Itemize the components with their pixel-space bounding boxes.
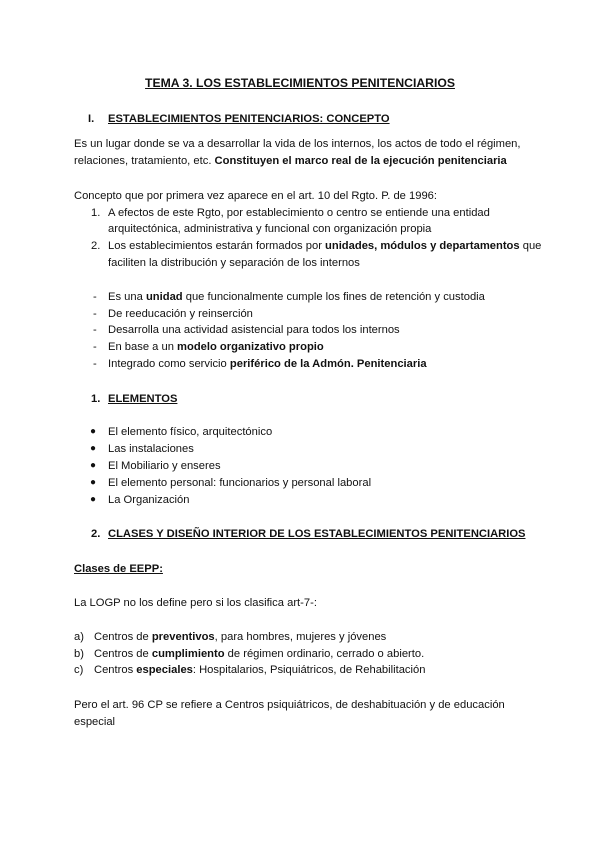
closing-paragraph-line: Pero el art. 96 CP se refiere a Centros psiquiátricos, de deshabituación y de educación xyxy=(74,699,505,711)
bullet-icon: ● xyxy=(90,477,97,488)
section-number: I. xyxy=(88,113,95,125)
bullet-icon: ● xyxy=(90,426,97,437)
bullet-icon: ● xyxy=(90,460,97,471)
bullet-icon: ● xyxy=(90,494,97,505)
numbered-item-1-cont: arquitectónica, administrativa y funcional con organización propia xyxy=(108,223,432,235)
concept-intro: Concepto que por primera vez aparece en el art. 10 del Rgto. P. de 1996: xyxy=(74,190,437,202)
subheading-clases-eepp: Clases de EEPP: xyxy=(74,563,163,575)
page-title: TEMA 3. LOS ESTABLECIMIENTOS PENITENCIARIOS xyxy=(145,76,455,90)
paragraph-line: Es un lugar donde se va a desarrollar la vida de los internos, los actos de todo el régimen, xyxy=(74,138,521,150)
numbered-item-2-cont: faciliten la distribución y separación de los internos xyxy=(108,257,360,269)
closing-paragraph-line: especial xyxy=(74,716,116,728)
bullet-icon: ● xyxy=(90,443,97,454)
classes-intro: La LOGP no los define pero si los clasifica art-7-: xyxy=(74,597,317,609)
document-page: TEMA 3. LOS ESTABLECIMIENTOS PENITENCIARIOS I. ESTABLECIMIENTOS PENITENCIARIOS: CONCEPTO Es un lugar donde se va a desarrollar la vida de los internos, los actos de todo el régimen, relaciones, tratamiento, etc. Constituyen el marco real de la ejecución penitenciaria Concepto que por primera vez aparece en el art. 10 del Rgto. P. de 1996: 1. A efectos de este Rgto, por establecimiento o centro se entiende una entidad arquitectónica, administrativa y funcional con organización propia 2. Los establecimientos estarán formados por unidades, módulos y departamentos que faciliten la distribución y separación de los internos - Es una unidad que funcionalmente cumple los fines de retención y custodia - De reeducación y reinserción - Desarrolla una actividad asistencial para todos los internos - En base a un modelo organizativo propio - Integrado como servicio periférico de la Admón. Penitenciaria 1. ELEMENTOS ● El elemento físico, arquitectónico ● Las instalaciones ● El Mobiliario y enseres ● El elemento personal: funcionarios y personal laboral ● La Organización 2. CLASES Y DISEÑO INTERIOR DE LOS ESTABLECIMIENTOS PENITENCIARIOS Clases de EEPP: La LOGP no los define pero si los clasifica art-7-: a) Centros de preventivos, para hombres, mujeres y jóvenes b) Centros de cumplimiento de régimen ordinario, cerrado o abierto. c) Centros especiales: Hospitalarios, Psiquiátricos, de Rehabilitación Pero el art. 96 CP se refiere a Centros psiquiátricos, de deshabituación y de educación especial xyxy=(0,0,600,848)
section-title: ESTABLECIMIENTOS PENITENCIARIOS: CONCEPTO xyxy=(108,113,390,125)
paragraph-line: relaciones, tratamiento, etc. Constituyen el marco real de la ejecución penitenciaria xyxy=(74,155,507,167)
